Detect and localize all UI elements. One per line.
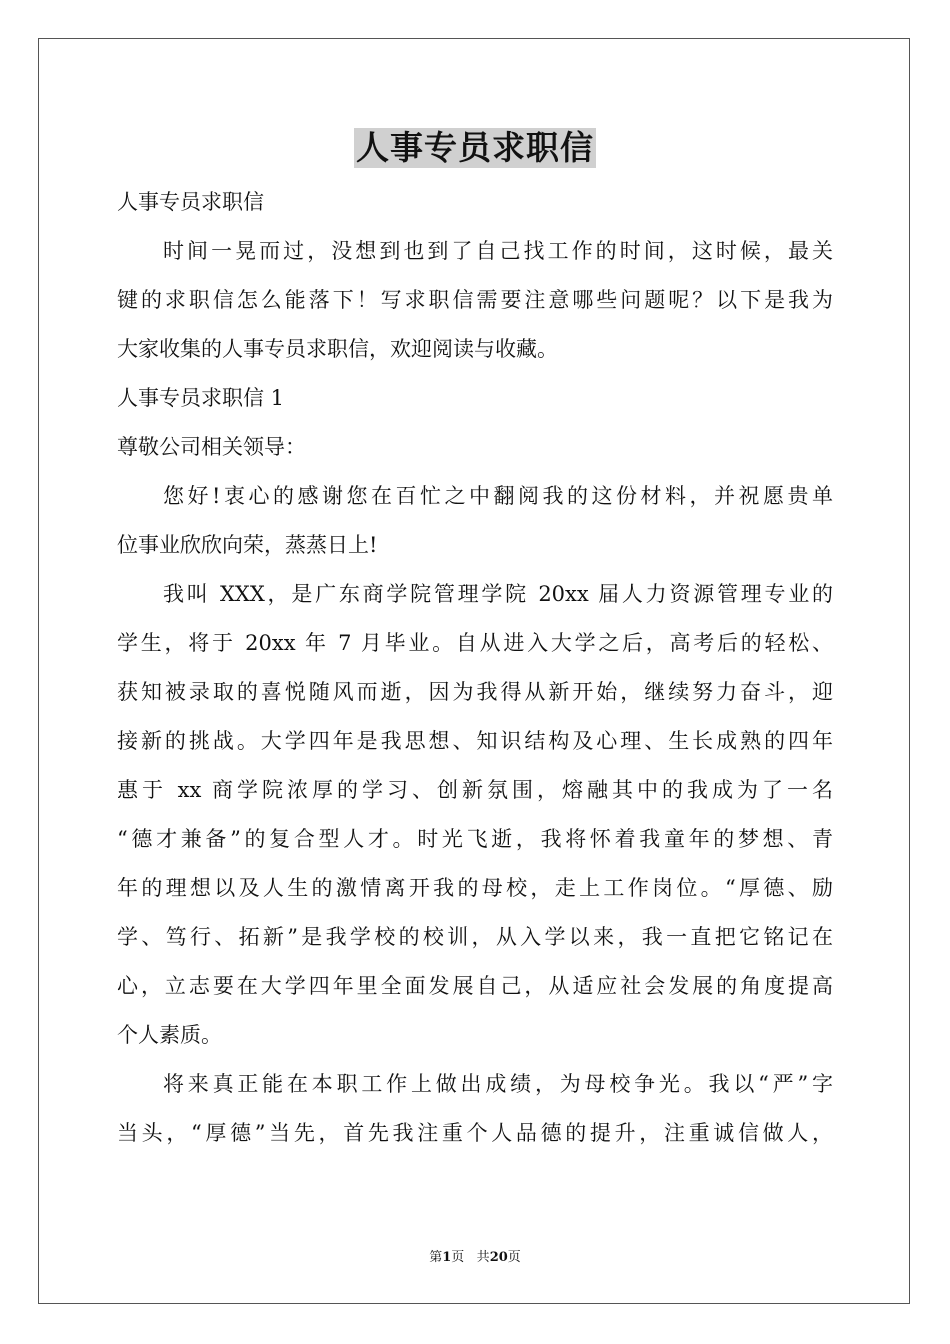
- paragraph-line: 大家收集的人事专员求职信，欢迎阅读与收藏。: [117, 337, 558, 361]
- paragraph-line: 惠于 xx 商学院浓厚的学习、创新氛围，熔融其中的我成为了一名: [117, 778, 833, 802]
- paragraph-line: “德才兼备”的复合型人才。时光飞逝，我将怀着我童年的梦想、青: [117, 827, 833, 851]
- footer-total-prefix: 共: [476, 1250, 490, 1265]
- page-footer: [0, 1246, 950, 1265]
- paragraph-line: 个人素质。: [117, 1023, 222, 1047]
- paragraph-line: 接新的挑战。大学四年是我思想、知识结构及心理、生长成熟的四年: [117, 729, 833, 753]
- paragraph-line: 将来真正能在本职工作上做出成绩，为母校争光。我以“严”字: [163, 1072, 833, 1096]
- paragraph-line: 位事业欣欣向荣，蒸蒸日上!: [117, 533, 378, 557]
- paragraph-line: 学生，将于 20xx 年 7 月毕业。自从进入大学之后，高考后的轻松、: [117, 631, 833, 655]
- paragraph-line: 时间一晃而过，没想到也到了自己找工作的时间，这时候，最关: [163, 239, 833, 263]
- paragraph-line: 当头，“厚德”当先，首先我注重个人品德的提升，注重诚信做人，: [117, 1121, 833, 1145]
- paragraph-line: 年的理想以及人生的激情离开我的母校，走上工作岗位。“厚德、励: [117, 876, 833, 900]
- paragraph-line: 您好!衷心的感谢您在百忙之中翻阅我的这份材料，并祝愿贵单: [163, 484, 833, 508]
- paragraph-line: 学、笃行、拓新”是我学校的校训，从入学以来，我一直把它铭记在: [117, 925, 833, 949]
- paragraph-line: 键的求职信怎么能落下！写求职信需要注意哪些问题呢？以下是我为: [117, 288, 833, 312]
- paragraph-line: 心，立志要在大学四年里全面发展自己，从适应社会发展的角度提高: [117, 974, 833, 998]
- title-area: [0, 128, 950, 168]
- footer-prefix: 第: [429, 1250, 443, 1265]
- document-title: 人事专员求职信: [356, 128, 594, 167]
- current-page-number: 1: [442, 1250, 452, 1265]
- paragraph-line: 获知被录取的喜悦随风而逝，因为我得从新开始，继续努力奋斗，迎: [117, 680, 833, 704]
- subtitle-line: 人事专员求职信: [117, 190, 264, 214]
- document-body: [117, 178, 833, 1158]
- footer-page-suffix: 页: [451, 1250, 465, 1265]
- salutation: 尊敬公司相关领导：: [117, 435, 306, 459]
- paragraph-line: 我叫 XXX，是广东商学院管理学院 20xx 届人力资源管理专业的: [163, 582, 833, 606]
- section-heading: 人事专员求职信 1: [117, 386, 285, 410]
- total-pages-number: 20: [489, 1250, 508, 1265]
- footer-total-suffix: 页: [507, 1250, 521, 1265]
